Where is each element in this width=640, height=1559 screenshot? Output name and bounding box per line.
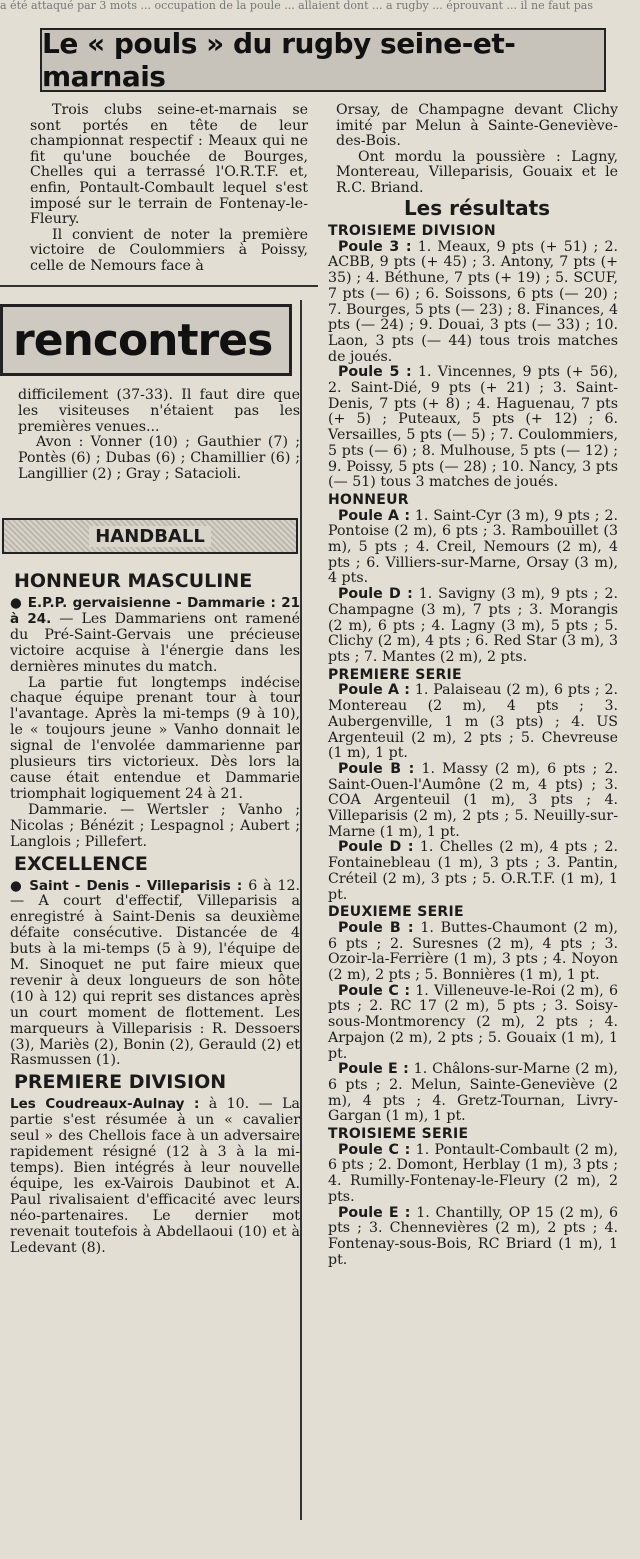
pool-standings: 1. Savigny (3 m), 9 pts ; 2. Champagne (3 m), 7 pts ; 3. Morangis (2 m), 6 pts ; 4. Lagny (3 m), 5 pts ; 5. Clichy (2 m), 4 pts ; 6. Red Star (3 m), 3 pts ; 7. Mantes (2 m), 2 pts.: [328, 586, 618, 665]
pool-standings: 1. Vincennes, 9 pts (+ 56), 2. Saint-Dié, 9 pts (+ 21) ; 3. Saint-Denis, 7 pts (+ 8) ; 4. Haguenau, 7 pts (+ 5) ; Puteaux, 5 pts (+ 12) ; 6. Versailles, 5 pts (— 5) ; 7. Coulommiers, 5 pts (— 6) ; 8. Mulhouse, 5 pts (— 12) ; 9. Poissy, 5 pts (— 28) ; 10. Nancy, 3 pts (— 51) tous 3 matches de joués.: [328, 364, 619, 491]
pool-standings: 1. Chelles (2 m), 4 pts ; 2. Fontainebleau (1 m), 3 pts ; 3. Pantin, Créteil (2 m), 3 pts ; 5. O.R.T.F. (1 m), 1 pt.: [328, 839, 618, 903]
excellence-title: EXCELLENCE: [14, 852, 148, 875]
headline-banner: [40, 28, 606, 92]
results-pool: [328, 240, 618, 366]
lead-right-p1: Orsay, de Champagne devant Clichy imité par Melun à Sainte-Geneviève-des-Bois.: [336, 102, 618, 150]
handball-title: HANDBALL: [89, 526, 211, 547]
column-rule: [300, 300, 302, 1520]
lead-p1: Trois clubs seine-et-marnais se sont portés en tête de leur championnat respectif : Meaux qui ne fit qu'une bouchée de Bourges, Chelles qui a terrassé l'O.R.T.F. et, enfin, Pontault-Combault lequel s'est imposé sur le terrain de Fontenay-le-Fleury.: [30, 102, 308, 228]
sd-report: [10, 879, 300, 1070]
pool-label: Poule D :: [338, 839, 414, 856]
handball-column: [10, 568, 300, 1256]
pool-label: Poule A :: [338, 682, 410, 699]
pool-standings: 1. Palaiseau (2 m), 6 pts ; 2. Montereau (2 m), 4 pts ; 3. Aubergenville, 1 m (3 pts) ; 4. US Argenteuil (2 m), 2 pts ; 5. Chevreuse (1 m), 1 pt.: [328, 682, 619, 762]
pool-label: Poule E :: [338, 1061, 409, 1078]
pool-standings: 1. Chantilly, OP 15 (2 m), 6 pts ; 3. Chennevières (2 m), 2 pts ; 4. Fontenay-sous-Bois, RC Briard (1 m), 1 pt.: [328, 1204, 619, 1268]
pool-standings: 1. Buttes-Chaumont (2 m), 6 pts ; 2. Suresnes (2 m), 4 pts ; 3. Ozoir-la-Ferrière (1 m), 3 pts ; 4. Noyon (2 m), 2 pts ; 5. Bonnières (1 m), 1 pt.: [328, 919, 618, 984]
results-column: [328, 222, 618, 1268]
lead-right-p2: Ont mordu la poussière : Lagny, Montereau, Villeparisis, Gouaix et le R.C. Briand.: [336, 148, 618, 196]
pool-label: Poule B :: [338, 919, 414, 936]
pool-label: Poule D :: [338, 586, 413, 603]
pool-standings: 1. Châlons-sur-Marne (2 m), 6 pts ; 2. Melun, Sainte-Geneviève (2 m), 4 pts ; 4. Gretz-Tournan, Livry-Gargan (1 m), 1 pt.: [328, 1061, 618, 1125]
avon-p1: difficilement (37-33). Il faut dire que les visiteuses n'étaient pas les premières venues...: [18, 387, 300, 435]
epp-match: ● E.P.P. gervaisienne - Dammarie : 21 à 24.: [10, 595, 300, 627]
results-section-heading: TROISIEME DIVISION: [328, 223, 496, 239]
pool-standings: 1. Meaux, 9 pts (+ 51) ; 2. ACBB, 9 pts (+ 45) ; 3. Antony, 7 pts (+ 35) ; 4. Béthune, 7 pts (+ 19) ; 5. SCUF, 7 pts (— 6) ; 6. Soissons, 6 pts (— 20) ; 7. Bourges, 5 pts (— 23) ; 8. Finances, 4 pts (— 24) ; 9. Douai, 3 pts (— 33) ; 10. Laon, 3 pts (— 44) tous trois matches de joués.: [328, 238, 618, 365]
pool-label: Poule E :: [338, 1204, 411, 1221]
headline: Le « pouls » du rugby seine-et-marnais: [42, 27, 516, 93]
lead-continuation: [336, 103, 618, 197]
results-pool: [328, 509, 618, 588]
results-pool: [328, 1143, 618, 1206]
results-pool: [328, 840, 618, 903]
sd-text: 6 à 12. — A court d'effectif, Villeparisis a enregistré à Saint-Denis sa deuxième défaite consécutive. Distancée de 4 buts à la mi-temps (5 à 9), l'équipe de M. Sinoquet ne put faire mieux que revenir à deux longueurs de son hôte (10 à 12) qui reprit ses distances après un court moment de flottement. Les marqueurs à Villeparisis : R. Dessoers (3), Mariès (2), Bonin (2), Gerauld (2) et Rasmussen (1).: [10, 877, 301, 1069]
pool-label: Poule B :: [338, 760, 415, 777]
results-title: Les résultats: [403, 196, 551, 220]
epp-text-2: La partie fut longtemps indécise chaque équipe prenant tour à tour l'avantage. Après la mi-temps (9 à 10), le « toujours jeune » Vanho donnait le signal de l'envolée dammarienne par plusieurs tirs victorieux. Dès lors la cause était entendue et Dammarie triomphait logiquement 24 à 21.: [10, 674, 300, 802]
rencontres-title: rencontres: [13, 314, 273, 366]
pool-standings: 1. Pontault-Combault (2 m), 6 pts ; 2. Domont, Herblay (1 m), 3 pts ; 4. Rumilly-Fontenay-le-Fleury (2 m), 2 pts.: [328, 1141, 618, 1205]
pool-standings: 1. Villeneuve-le-Roi (2 m), 6 pts ; 2. RC 17 (2 m), 5 pts ; 3. Soisy-sous-Montmorency (2 m), 2 pts ; 4. Arpajon (2 m), 2 pts ; 5. Gouaix (1 m), 1 pt.: [328, 982, 619, 1062]
results-section-heading: TROISIEME SERIE: [328, 1126, 469, 1143]
results-section-heading: HONNEUR: [328, 491, 409, 508]
epp-text-3: Dammarie. — Wertsler ; Vanho ; Nicolas ; Bénézit ; Lespagnol ; Aubert ; Langlois ; Pillefert.: [10, 801, 300, 850]
divider: [0, 285, 318, 287]
coud-text: à 10. — La partie s'est résumée à un « cavalier seul » des Chellois face à un adversaire rapidement résigné (12 à 3 à la mi-temps). Bien intégrés à leur nouvelle équipe, les ex-Vairois Daubinot et A. Paul rivalisaient d'efficacité avec leurs néo-partenaires. Le dernier mot revenait toutefois à Abdellaoui (10) et à Ledevant (8).: [10, 1096, 301, 1256]
cut-off-top-text: a été attaqué par 3 mots ... occupation de la poule ... allaient dont ... a rugby ... éprouvant ... il ne faut pas: [0, 0, 593, 12]
results-pool: [328, 587, 618, 666]
results-section-heading: DEUXIEME SERIE: [328, 904, 464, 921]
handball-banner: [2, 518, 298, 554]
pool-label: Poule 5 :: [338, 364, 412, 381]
honneur-title: HONNEUR MASCULINE: [14, 570, 253, 592]
results-pool: [328, 1062, 618, 1125]
rencontres-banner: [0, 304, 292, 376]
lead-p2: Il convient de noter la première victoire de Coulommiers à Poissy, celle de Nemours face à: [30, 226, 308, 274]
results-pool: [328, 984, 618, 1063]
premdiv-title: PREMIERE DIVISION: [14, 1071, 227, 1094]
pool-label: Poule 3 :: [338, 238, 412, 255]
results-pool: [328, 762, 618, 841]
pool-label: Poule C :: [338, 982, 411, 999]
results-pool: [328, 921, 618, 984]
lead-paragraph: [30, 103, 308, 275]
coud-report: [10, 1097, 300, 1256]
results-pool: [328, 1206, 618, 1269]
avon-p2: Avon : Vonner (10) ; Gauthier (7) ; Pontès (6) ; Dubas (6) ; Chamillier (6) ; Langillier (2) ; Gray ; Satacioli.: [18, 434, 300, 482]
results-pool: [328, 365, 618, 491]
coud-match: Les Coudreaux-Aulnay :: [10, 1096, 200, 1113]
epp-text-1: — Les Dammariens ont ramené du Pré-Saint-Gervais une précieuse victoire acquise à l'énergie dans les dernières minutes du match.: [10, 610, 300, 675]
pool-label: Poule A :: [338, 507, 410, 524]
results-section-heading: PREMIERE SERIE: [328, 666, 462, 683]
pool-standings: 1. Massy (2 m), 6 pts ; 2. Saint-Ouen-l'Aumône (2 m, 4 pts) ; 3. COA Argenteuil (1 m), 3 pts ; 4. Villeparisis (2 m), 2 pts ; 5. Neuilly-sur-Marne (1 m), 1 pt.: [328, 760, 618, 840]
results-pool: [328, 683, 618, 762]
pool-standings: 1. Saint-Cyr (3 m), 9 pts ; 2. Pontoise (2 m), 6 pts ; 3. Rambouillet (3 m), 5 pts ; 4. Creil, Nemours (2 m), 4 pts ; 6. Villiers-sur-Marne, Orsay (3 m), 4 pts.: [328, 507, 618, 587]
sd-match: ● Saint - Denis - Villeparisis :: [10, 877, 243, 894]
pool-label: Poule C :: [338, 1141, 411, 1158]
avon-report: [18, 388, 300, 483]
epp-report: [10, 596, 300, 676]
